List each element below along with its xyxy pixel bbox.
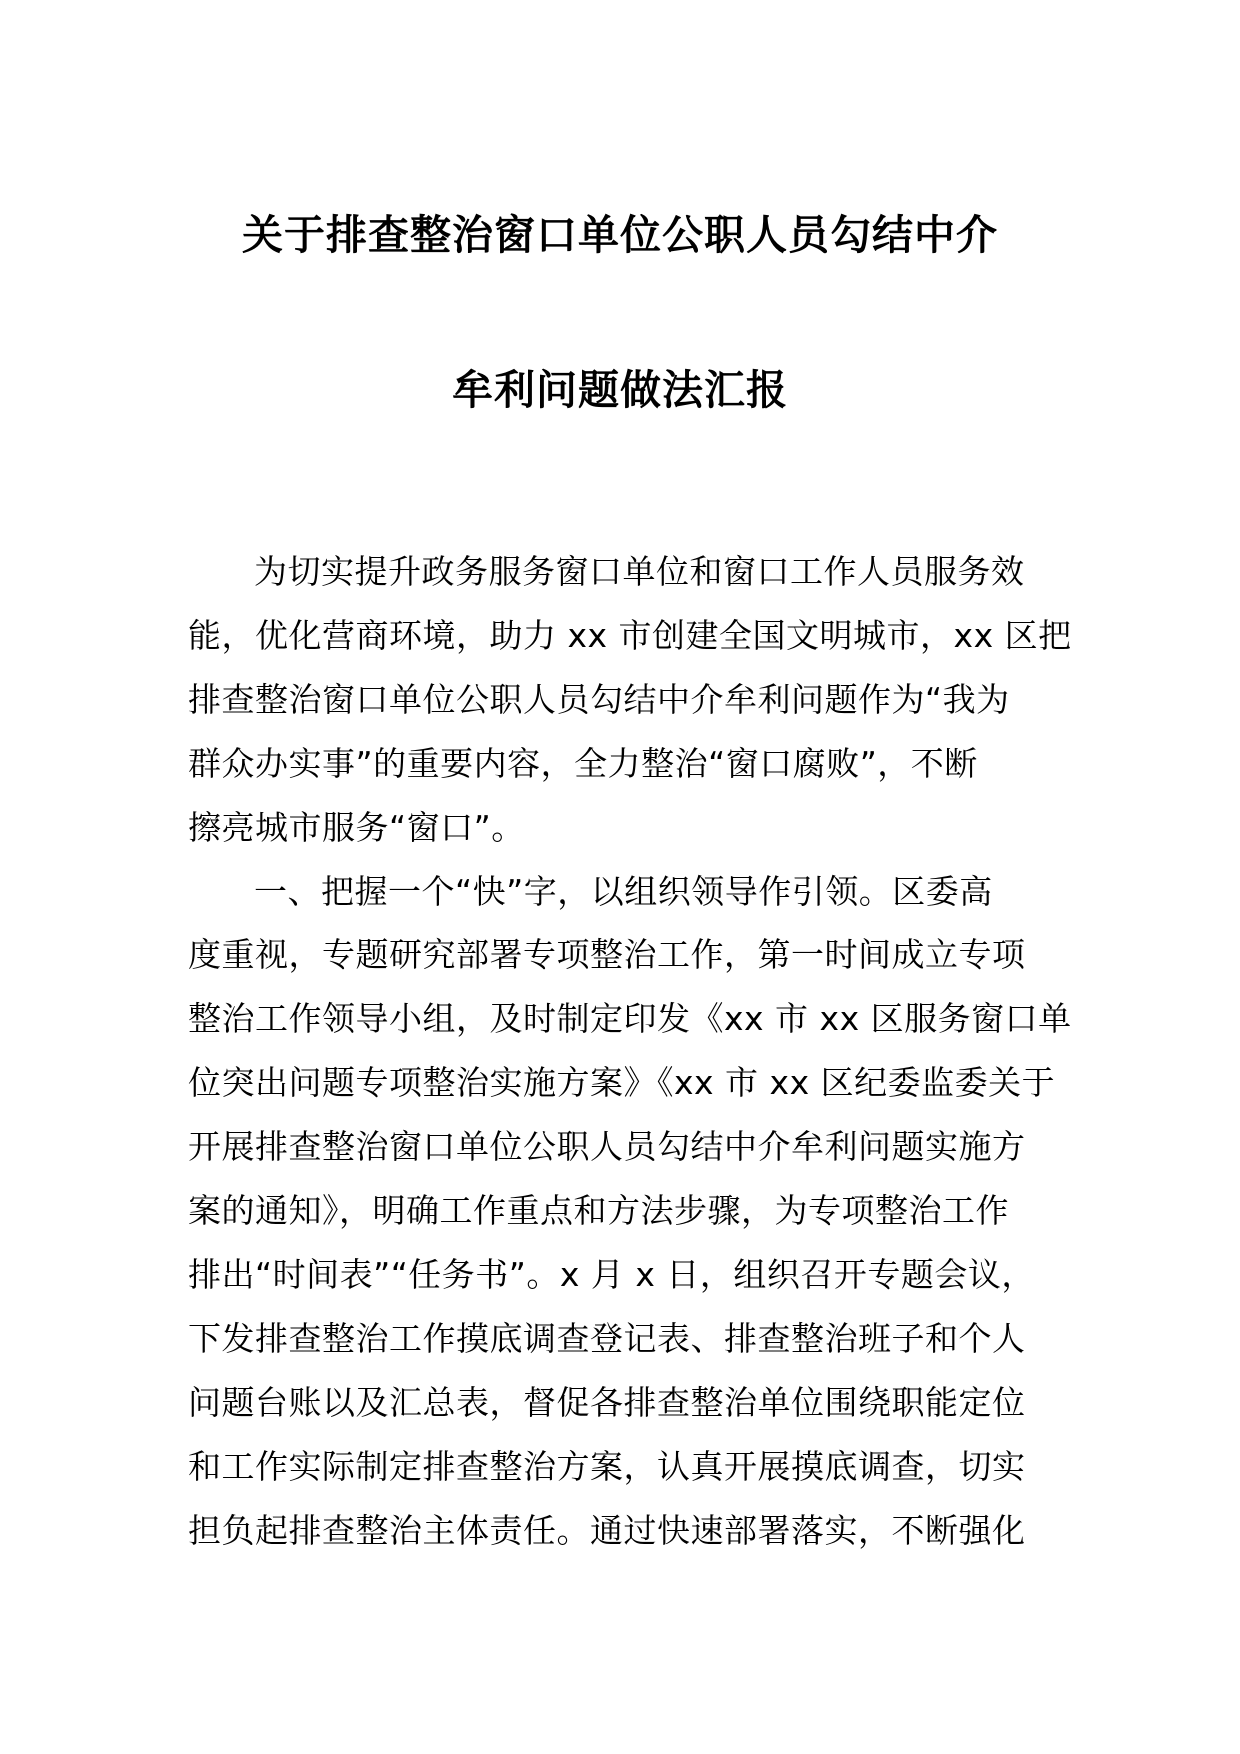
text-line: 问题台账以及汇总表，督促各排查整治单位围绕职能定位 [188,1382,1026,1422]
text-line: 为切实提升政务服务窗口单位和窗口工作人员服务效 [254,552,1025,591]
document-title-line-1: 关于排查整治窗口单位公职人员勾结中介 [242,211,998,259]
document-body [188,540,1072,1563]
text-line: 擦亮城市服务“窗口”。 [188,807,525,847]
paragraph-section-1 [188,860,1072,1563]
text-line: 开展排查整治窗口单位公职人员勾结中介牟利问题实施方 [188,1127,1026,1167]
text-line: 和工作实际制定排查整治方案，认真开展摸底调查，切实 [188,1446,1026,1486]
text-line: 排查整治窗口单位公职人员勾结中介牟利问题作为“我为 [188,679,1010,719]
text-line: 位突出问题专项整治实施方案》《xx 市 xx 区纪委监委关于 [188,1063,1056,1103]
text-line: 排出“时间表”“任务书”。x 月 x 日，组织召开专题会议， [188,1254,1035,1294]
text-line: 能，优化营商环境，助力 xx 市创建全国文明城市，xx 区把 [188,615,1072,655]
text-line: 一、把握一个“快”字，以组织领导作引领。区委高 [254,871,993,911]
paragraph-intro [188,540,1072,860]
text-line: 案的通知》，明确工作重点和方法步骤，为专项整治工作 [188,1191,1009,1231]
text-line: 下发排查整治工作摸底调查登记表、排查整治班子和个人 [188,1318,1026,1358]
text-line: 担负起排查整治主体责任。通过快速部署落实，不断强化 [188,1510,1026,1550]
text-line: 整治工作领导小组，及时制定印发《xx 市 xx 区服务窗口单 [188,999,1072,1039]
document-title-line-2: 牟利问题做法汇报 [452,366,788,414]
text-line: 群众办实事”的重要内容，全力整治“窗口腐败”，不断 [188,743,978,783]
text-line: 度重视，专题研究部署专项整治工作，第一时间成立专项 [188,935,1026,975]
